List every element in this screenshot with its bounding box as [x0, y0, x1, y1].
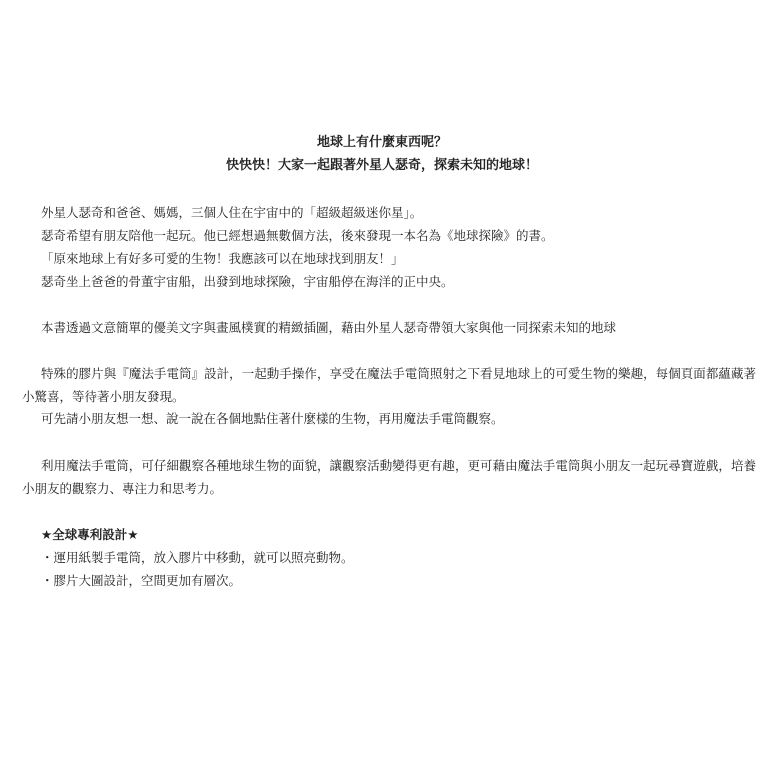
- features-line-2: 可先請小朋友想一想、說一說在各個地點住著什麼樣的生物，再用魔法手電筒觀察。: [41, 411, 504, 426]
- story-line-1: 外星人瑟奇和爸爸、媽媽，三個人住在宇宙中的「超級超級迷你星」。: [41, 205, 423, 220]
- patent-item-2: ・膠片大圖設計，空間更加有層次。: [41, 573, 242, 588]
- benefits-paragraph: 利用魔法手電筒，可仔細觀察各種地球生物的面貌，讓觀察活動變得更有趣，更可藉由魔法手電筒與小朋友一起玩尋寶遊戲，培養小朋友的觀察力、專注力和思考力。: [22, 458, 756, 496]
- story-line-2: 瑟奇希望有朋友陪他一起玩。他已經想過無數個方法，後來發現一本名為《地球探險》的書。: [41, 228, 554, 243]
- story-line-4: 瑟奇坐上爸爸的骨董宇宙船，出發到地球探險，宇宙船停在海洋的正中央。: [41, 274, 454, 289]
- page-subtitle: 快快快！大家一起跟著外星人瑟奇，探索未知的地球！: [225, 158, 538, 173]
- story-line-3: 「原來地球上有好多可愛的生物！我應該可以在地球找到朋友！」: [41, 251, 404, 266]
- page-title: 地球上有什麼東西呢？: [316, 135, 447, 150]
- summary-line: 本書透過文意簡單的優美文字與畫風樸實的精緻插圖，藉由外星人瑟奇帶領大家與他一同探索未知的地球: [41, 320, 617, 335]
- patent-item-1: ・運用紙製手電筒，放入膠片中移動，就可以照亮動物。: [41, 550, 354, 565]
- patent-heading: ★全球專利設計★: [41, 527, 139, 542]
- features-paragraph: 特殊的膠片與『魔法手電筒』設計，一起動手操作，享受在魔法手電筒照射之下看見地球上的可愛生物的樂趣，每個頁面都蘊藏著小驚喜，等待著小朋友發現。: [22, 366, 756, 404]
